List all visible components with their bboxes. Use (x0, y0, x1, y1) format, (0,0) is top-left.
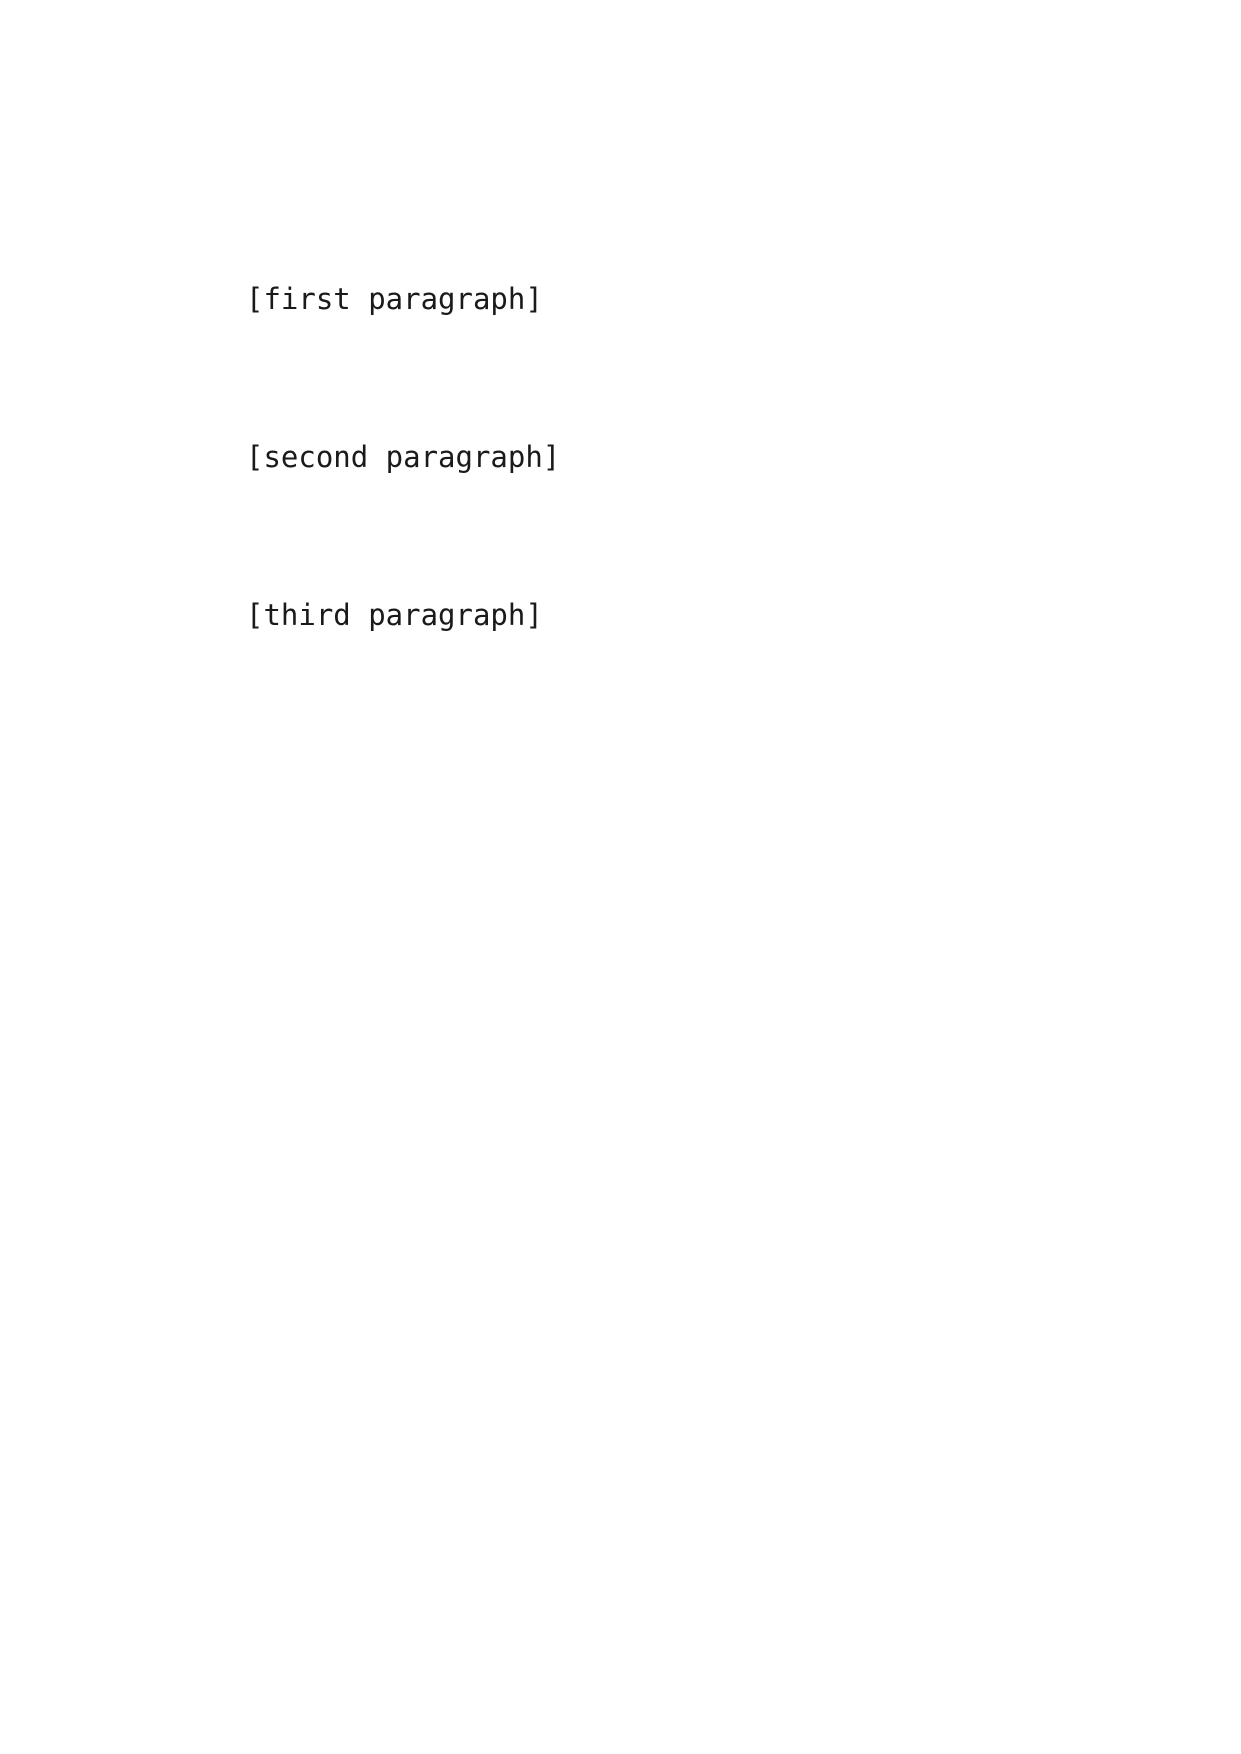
paragraph-1: [first paragraph] (246, 282, 543, 316)
paragraph-3: [third paragraph] (246, 598, 543, 632)
body-text (188, 270, 1050, 744)
paragraph-2: [second paragraph] (246, 440, 561, 474)
